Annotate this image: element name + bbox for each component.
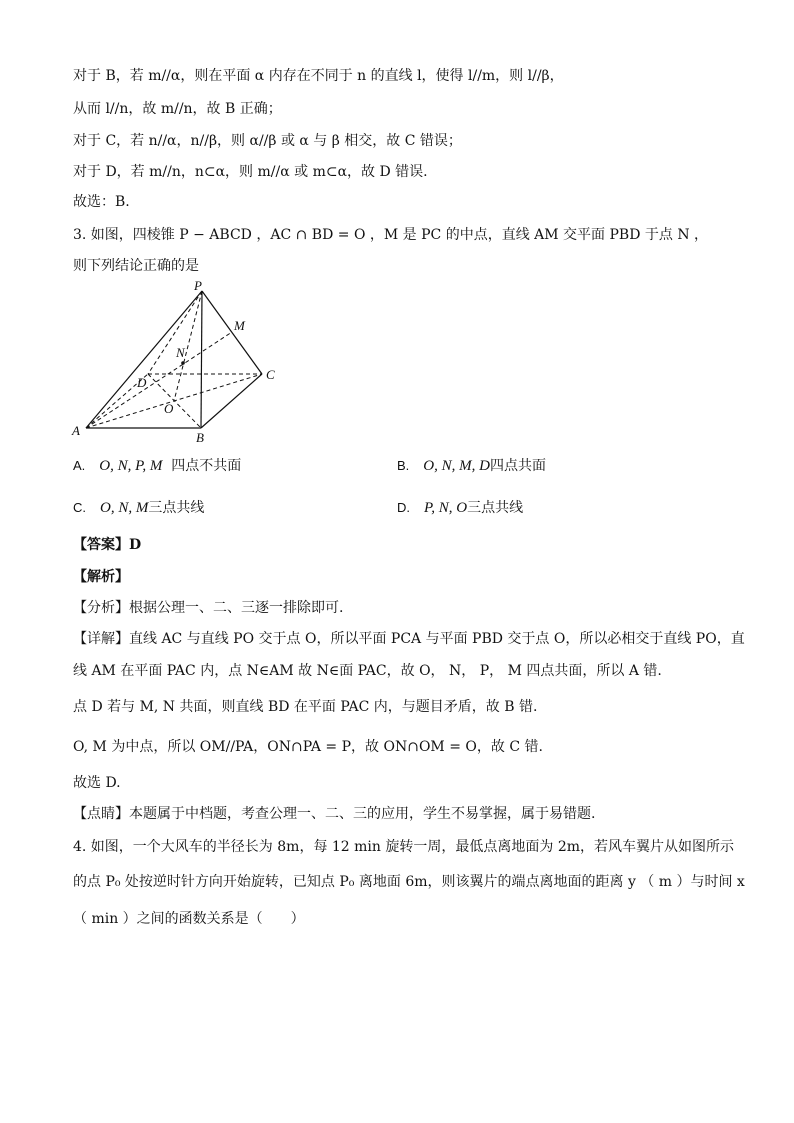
edge-PD	[148, 291, 202, 374]
option-math: P, N, O	[424, 500, 468, 516]
text-line: 从而 l//n，故 m//n，故 B 正确；	[73, 101, 282, 117]
analysis-detail: 线 AM 在平面 PAC 内，点 N∈AM 故 N∈面 PAC，故 O， N， P， M 四点共面，所以 A 错.	[73, 663, 662, 679]
option-text: 三点共线	[467, 500, 524, 516]
label-N: N	[176, 345, 185, 360]
conclusion: 故选 D.	[73, 775, 121, 791]
label-A: A	[72, 423, 80, 438]
analysis-detail: O, M 为中点，所以 OM//PA，ON∩PA = P，故 ON∩OM = O，故 C 错.	[73, 739, 543, 755]
edge-BC	[201, 374, 262, 428]
text-line: 对于 D，若 m//n，n⊂α，则 m//α 或 m⊂α，故 D 错误.	[73, 164, 428, 180]
text-line: 对于 C，若 n//α，n//β，则 α//β 或 α 与 β 相交，故 C 错误；	[73, 133, 462, 149]
question-4-cont: （ min ）之间的函数关系是（ ）	[73, 911, 305, 927]
question-4-cont: 的点 P₀ 处按逆时针方向开始旋转，已知点 P₀ 离地面 6m，则该翼片的端点离地面的距离 y （ m ）与时间 x	[73, 874, 745, 890]
text-line: 对于 B，若 m//α，则在平面 α 内存在不同于 n 的直线 l，使得 l//m，则 l//β，	[73, 68, 564, 84]
edge-PB	[201, 291, 202, 428]
text-line: 故选：B.	[73, 194, 130, 210]
analysis-heading: 【解析】	[73, 569, 129, 585]
dianjing: 【点睛】本题属于中档题，考查公理一、二、三的应用，学生不易掌握，属于易错题.	[73, 806, 596, 822]
option-d	[397, 498, 523, 518]
option-a	[73, 456, 241, 476]
edge-PC	[202, 291, 262, 374]
analysis-detail: 【详解】直线 AC 与直线 PO 交于点 O，所以平面 PCA 与平面 PBD 交于点 O，所以必相交于直线 PO，直	[73, 631, 745, 647]
analysis-detail: 点 D 若与 M, N 共面，则直线 BD 在平面 PAC 内，与题目矛盾，故 B 错.	[73, 699, 538, 715]
pyramid-figure	[70, 276, 290, 446]
option-math: O, N, M	[100, 500, 149, 516]
question-4: 4. 如图，一个大风车的半径长为 8m，每 12 min 旋转一周，最低点离地面为 2m，若风车翼片从如图所示	[73, 839, 735, 855]
option-text: 三点共线	[148, 500, 205, 516]
label-O: O	[164, 401, 174, 416]
label-B: B	[196, 430, 204, 445]
label-M: M	[234, 318, 245, 333]
option-math: O, N, P, M	[99, 458, 163, 474]
label-D: D	[137, 375, 147, 390]
option-label: C.	[73, 500, 86, 515]
label-P: P	[194, 278, 202, 293]
question-3: 3. 如图，四棱锥 P − ABCD ，AC ∩ BD = O ，M 是 PC 的中点，直线 AM 交平面 PBD 于点 N ，	[73, 227, 709, 243]
analysis-fenxi: 【分析】根据公理一、二、三逐一排除即可.	[73, 600, 344, 616]
option-b	[397, 456, 546, 476]
label-C: C	[266, 367, 275, 382]
option-text: 四点不共面	[171, 458, 242, 474]
point-N	[181, 361, 185, 365]
answer: 【答案】D	[73, 537, 142, 553]
option-label: B.	[397, 458, 410, 473]
line-AM	[86, 332, 232, 428]
option-c	[73, 498, 204, 518]
option-label: D.	[397, 500, 410, 515]
question-3-cont: 则下列结论正确的是	[73, 258, 199, 274]
option-text: 四点共面	[489, 458, 546, 474]
option-math: O, N, M, D	[423, 458, 490, 474]
option-label: A.	[73, 458, 86, 473]
